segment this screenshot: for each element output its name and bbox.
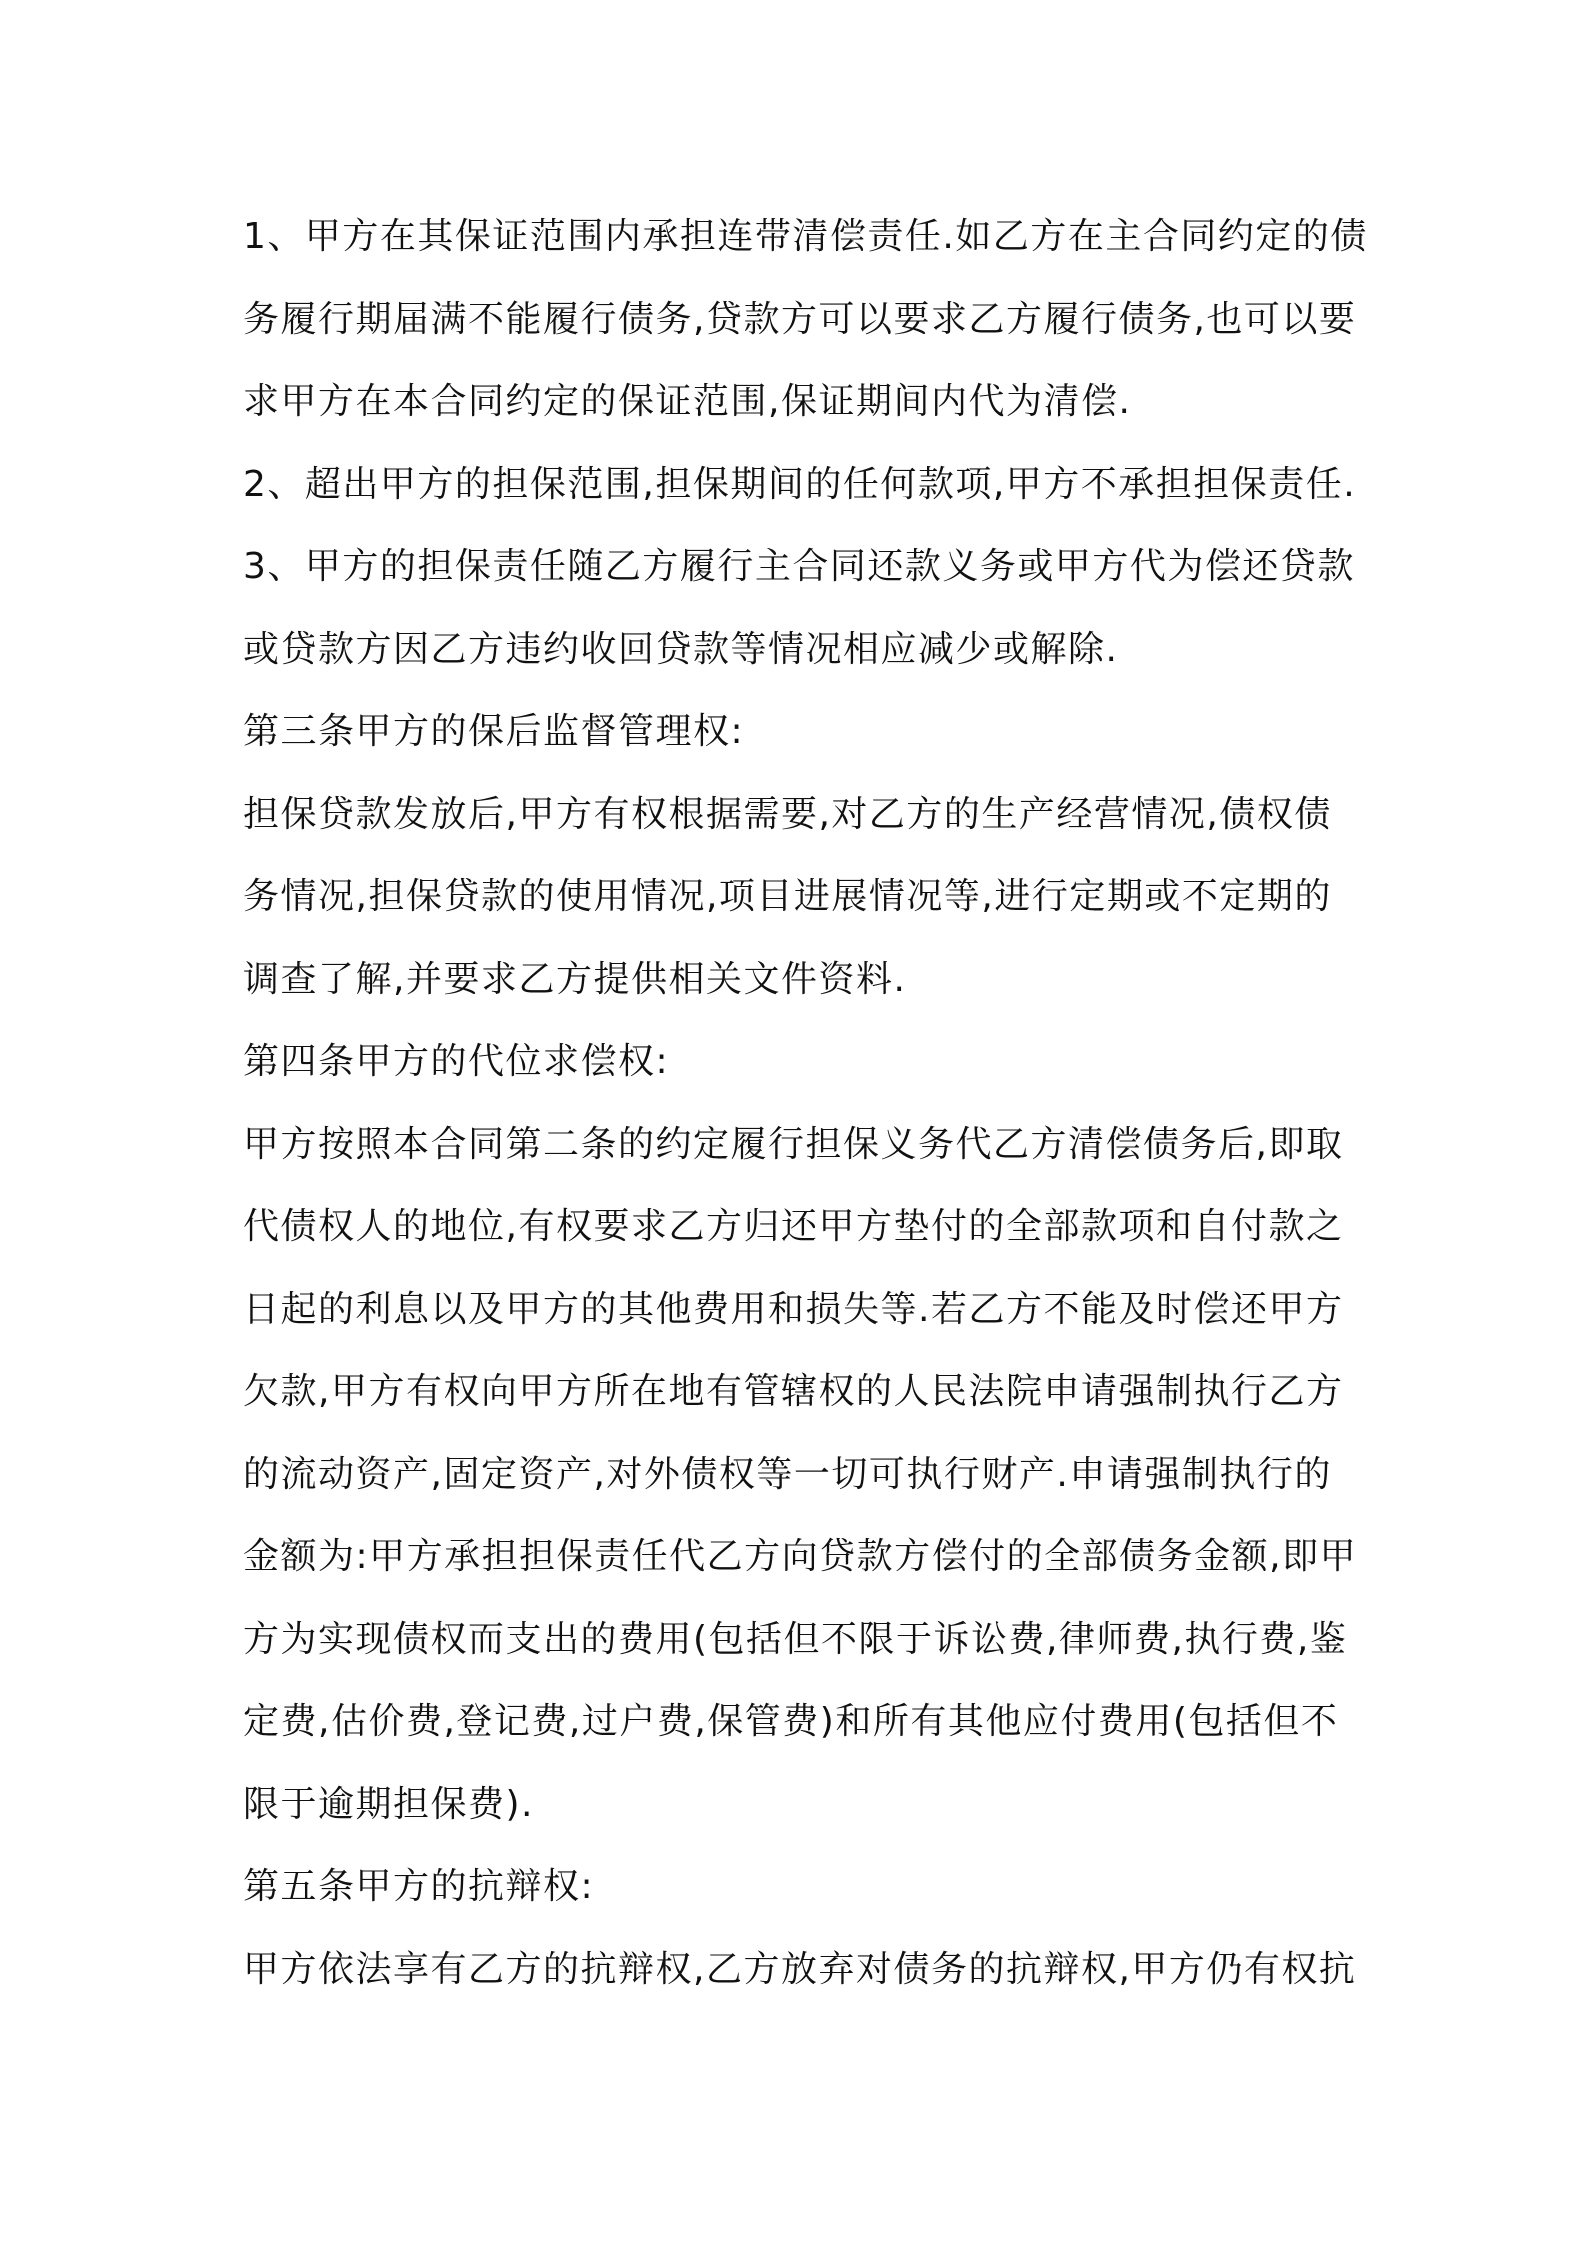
text-line-6: 或贷款方因乙方违约收回贷款等情况相应减少或解除. (243, 628, 1119, 670)
text-line-5: 3、甲方的担保责任随乙方履行主合同还款义务或甲方代为偿还贷款 (243, 546, 1355, 587)
text-line-17: 金额为:甲方承担担保责任代乙方向贷款方偿付的全部债务金额,即甲 (243, 1536, 1358, 1577)
text-line-16: 的流动资产,固定资产,对外债权等一切可执行财产.申请强制执行的 (243, 1453, 1332, 1495)
text-line-20: 限于逾期担保费). (243, 1783, 534, 1825)
section-heading-article-5: 第五条甲方的抗辩权: (243, 1866, 595, 1907)
text-line-1: 1、甲方在其保证范围内承担连带清偿责任.如乙方在主合同约定的债 (243, 216, 1368, 257)
text-line-8: 担保贷款发放后,甲方有权根据需要,对乙方的生产经营情况,债权债 (243, 793, 1332, 835)
text-line-15: 欠款,甲方有权向甲方所在地有管辖权的人民法院申请强制执行乙方 (243, 1371, 1344, 1412)
section-heading-article-3: 第三条甲方的保后监督管理权: (243, 711, 745, 752)
text-line-12: 甲方按照本合同第二条的约定履行担保义务代乙方清偿债务后,即取 (243, 1123, 1344, 1165)
section-heading-article-4: 第四条甲方的代位求偿权: (243, 1041, 670, 1082)
document-body (243, 196, 1368, 2011)
text-line-19: 定费,估价费,登记费,过户费,保管费)和所有其他应付费用(包括但不 (243, 1701, 1339, 1742)
text-line-4: 2、超出甲方的担保范围,担保期间的任何款项,甲方不承担担保责任. (243, 463, 1357, 505)
text-line-14: 日起的利息以及甲方的其他费用和损失等.若乙方不能及时偿还甲方 (243, 1288, 1344, 1330)
text-line-2: 务履行期届满不能履行债务,贷款方可以要求乙方履行债务,也可以要 (243, 298, 1357, 340)
text-line-18: 方为实现债权而支出的费用(包括但不限于诉讼费,律师费,执行费,鉴 (243, 1618, 1348, 1660)
text-line-13: 代债权人的地位,有权要求乙方归还甲方垫付的全部款项和自付款之 (243, 1206, 1344, 1247)
text-line-9: 务情况,担保贷款的使用情况,项目进展情况等,进行定期或不定期的 (243, 876, 1332, 917)
text-line-3: 求甲方在本合同约定的保证范围,保证期间内代为清偿. (243, 381, 1132, 422)
text-line-22: 甲方依法享有乙方的抗辩权,乙方放弃对债务的抗辩权,甲方仍有权抗 (243, 1948, 1357, 1990)
text-line-10: 调查了解,并要求乙方提供相关文件资料. (243, 958, 907, 1000)
